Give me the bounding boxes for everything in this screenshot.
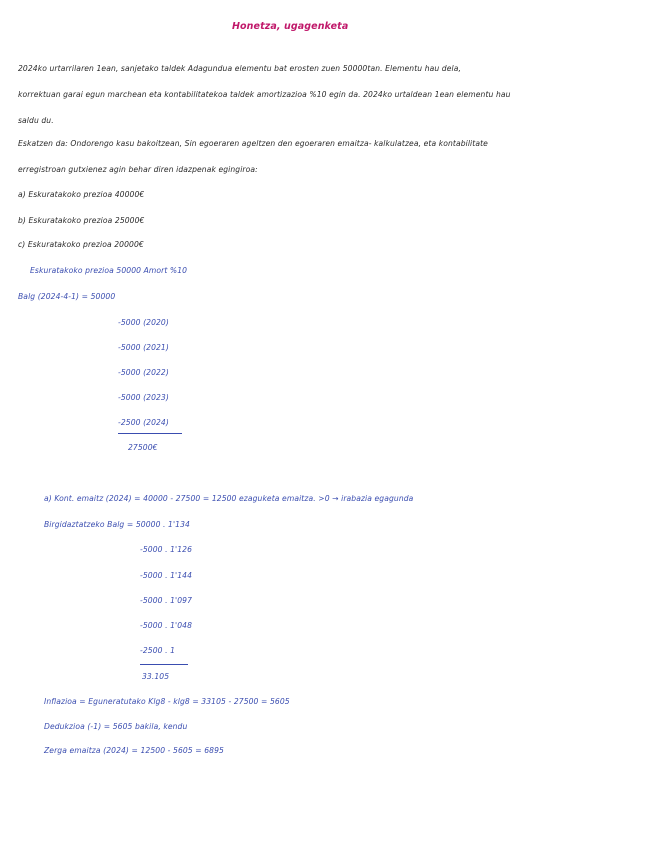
paragraph-line: 2024ko urtarrilaren 1ean, sanjetako taldek Adagundua elementu bat erosten zuen 50000tan. Elementu hau dela, bbox=[18, 64, 461, 73]
sum-rule bbox=[118, 433, 182, 434]
work2-step: -5000 . 1'097 bbox=[140, 596, 193, 605]
work1-step: -5000 (2020) bbox=[118, 318, 169, 327]
sum-rule bbox=[140, 664, 188, 665]
work2-line-a: a) Kont. emaitz (2024) = 40000 - 27500 = 12500 ezaguketa emaitza. >0 → irabazia egagunda bbox=[44, 494, 414, 503]
option-b: b) Eskuratakoko prezioa 25000€ bbox=[18, 216, 145, 225]
work2-step: -5000 . 1'126 bbox=[140, 545, 193, 554]
paragraph-line: Eskatzen da: Ondorengo kasu bakoitzean, Sin egoeraren ageltzen den egoeraren emaitza- kalkulatzea, eta kontabilitate bbox=[18, 139, 488, 148]
inflation-line: Inflazioa = Eguneratutako Klg8 - klg8 = 33105 - 27500 = 5605 bbox=[44, 697, 290, 706]
option-c: c) Eskuratakoko prezioa 20000€ bbox=[18, 240, 144, 249]
work1-step: -2500 (2024) bbox=[118, 418, 169, 427]
option-a: a) Eskuratakoko prezioa 40000€ bbox=[18, 190, 145, 199]
work1-balance: Balg (2024-4-1) = 50000 bbox=[18, 292, 116, 301]
work1-result: 27500€ bbox=[128, 443, 158, 452]
deduction-line: Dedukzioa (-1) = 5605 bakila, kendu bbox=[44, 722, 188, 731]
paragraph-line: korrektuan garai egun marchean eta kontabilitatekoa taldek amortizazioa %10 egin da. 2024ko urtaldean 1ean elementu hau bbox=[18, 90, 511, 99]
document-title: Honetza, ugagenketa bbox=[232, 21, 349, 32]
paragraph-line: saldu du. bbox=[18, 116, 54, 125]
work2-step: -2500 . 1 bbox=[140, 646, 176, 655]
work1-step: -5000 (2022) bbox=[118, 368, 169, 377]
work1-step: -5000 (2021) bbox=[118, 343, 169, 352]
work2-step: -5000 . 1'048 bbox=[140, 621, 193, 630]
work2-step: -5000 . 1'144 bbox=[140, 571, 193, 580]
work1-header: Eskuratakoko prezioa 50000 Amort %10 bbox=[30, 266, 188, 275]
work1-step: -5000 (2023) bbox=[118, 393, 169, 402]
work2-result: 33.105 bbox=[142, 672, 170, 681]
fiscal-result-line: Zerga emaitza (2024) = 12500 - 5605 = 6895 bbox=[44, 746, 224, 755]
paragraph-line: erregistroan gutxienez agin behar diren idazpenak egingiroa: bbox=[18, 165, 258, 174]
work2-balance: Birgidaztatzeko Balg = 50000 . 1'134 bbox=[44, 520, 190, 529]
